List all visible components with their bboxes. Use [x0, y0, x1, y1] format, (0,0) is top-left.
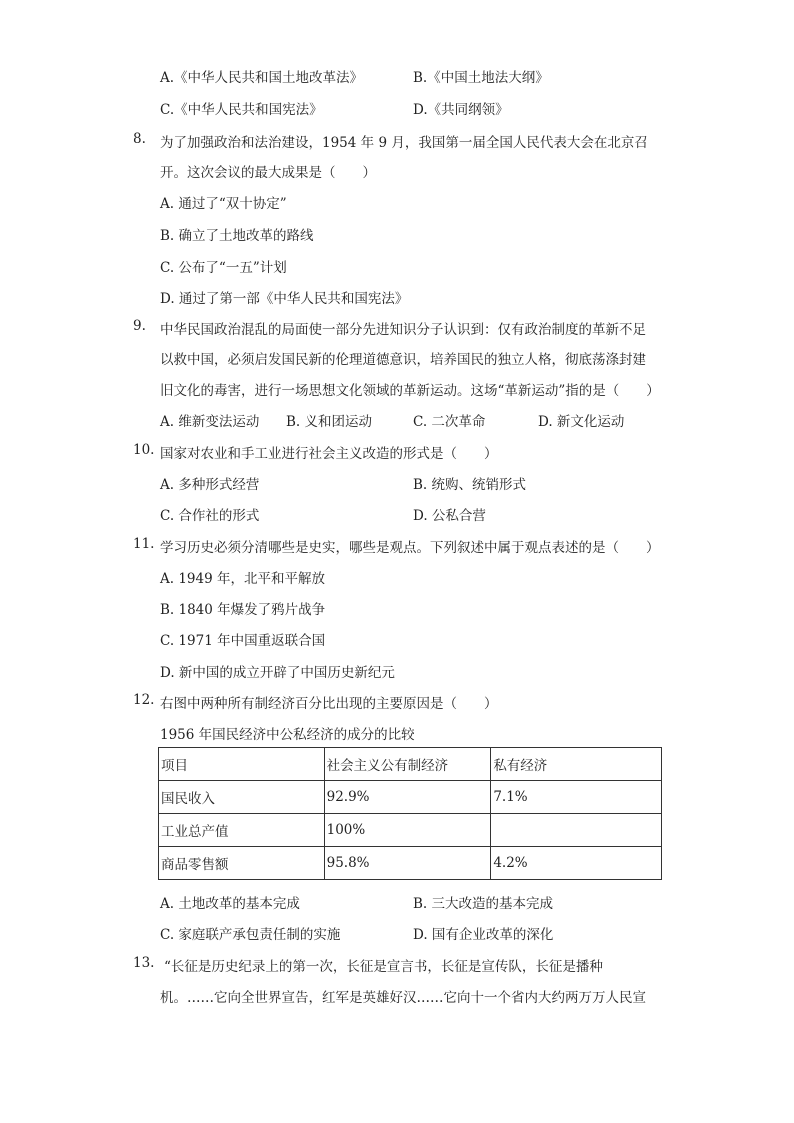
economy-comparison-table: [158, 747, 662, 880]
option-10-c[interactable]: C. 合作社的形式: [160, 508, 260, 524]
option-8-a[interactable]: A. 通过了“双十协定”: [160, 196, 287, 212]
option-7-d[interactable]: D.《共同纲领》: [413, 102, 509, 118]
question-11-number: 11.: [133, 536, 155, 552]
table-cell: 95.8%: [324, 847, 491, 880]
question-8-stem-line1: 为了加强政治和法治建设，1954 年 9 月，我国第一届全国人民代表大会在北京召: [160, 135, 648, 151]
option-7-a[interactable]: A.《中华人民共和国土地改革法》: [160, 70, 364, 86]
option-11-a[interactable]: A. 1949 年，北平和平解放: [160, 571, 325, 587]
option-7-b[interactable]: B.《中国土地法大纲》: [413, 70, 549, 86]
option-9-a[interactable]: A. 维新变法运动: [160, 414, 260, 430]
table-cell: [491, 814, 662, 847]
table-cell: 商品零售额: [159, 847, 325, 880]
question-9-stem-line3: 旧文化的毒害，进行一场思想文化领域的革新运动。这场“革新运动”指的是（ ）: [160, 383, 660, 399]
option-11-c[interactable]: C. 1971 年中国重返联合国: [160, 633, 326, 649]
option-9-d[interactable]: D. 新文化运动: [538, 414, 625, 430]
question-12-stem: 右图中两种所有制经济百分比出现的主要原因是（ ）: [160, 696, 498, 712]
option-8-d[interactable]: D. 通过了第一部《中华人民共和国宪法》: [160, 291, 409, 307]
question-10-stem: 国家对农业和手工业进行社会主义改造的形式是（ ）: [160, 446, 498, 462]
option-7-c[interactable]: C.《中华人民共和国宪法》: [160, 102, 323, 118]
table-header-row: [159, 748, 662, 781]
question-8-number: 8.: [133, 131, 146, 147]
table-header-cell: 项目: [159, 748, 325, 781]
table-cell: 7.1%: [491, 781, 662, 814]
question-10-number: 10.: [133, 442, 155, 458]
option-12-a[interactable]: A. 土地改革的基本完成: [160, 896, 300, 912]
question-13-number: 13.: [133, 955, 155, 971]
option-9-c[interactable]: C. 二次革命: [413, 414, 486, 430]
option-12-c[interactable]: C. 家庭联产承包责任制的实施: [160, 927, 341, 943]
option-8-b[interactable]: B. 确立了土地改革的路线: [160, 228, 314, 244]
question-11-stem: 学习历史必须分清哪些是史实，哪些是观点。下列叙述中属于观点表述的是（ ）: [160, 540, 660, 556]
question-9-stem-line1: 中华民国政治混乱的局面使一部分先进知识分子认识到：仅有政治制度的革新不足: [160, 322, 646, 338]
table-cell: 4.2%: [491, 847, 662, 880]
question-13-stem-line1: “长征是历史纪录上的第一次，长征是宣言书，长征是宣传队，长征是播种: [164, 959, 603, 975]
table-caption: 1956 年国民经济中公私经济的成分的比较: [160, 727, 415, 743]
question-9-number: 9.: [133, 318, 146, 334]
table-cell: 92.9%: [324, 781, 491, 814]
table-cell: 工业总产值: [159, 814, 325, 847]
option-11-b[interactable]: B. 1840 年爆发了鸦片战争: [160, 602, 326, 618]
table-cell: 100%: [324, 814, 491, 847]
option-12-b[interactable]: B. 三大改造的基本完成: [413, 896, 554, 912]
option-10-b[interactable]: B. 统购、统销形式: [413, 477, 527, 493]
option-10-a[interactable]: A. 多种形式经营: [160, 477, 260, 493]
question-8-stem-line2: 开。这次会议的最大成果是（ ）: [160, 165, 376, 181]
question-12-number: 12.: [133, 692, 155, 708]
table-header-cell: 私有经济: [491, 748, 662, 781]
question-13-stem-line2: 机。……它向全世界宣告，红军是英雄好汉……它向十一个省内大约两万万人民宣: [160, 990, 646, 1006]
option-9-b[interactable]: B. 义和团运动: [286, 414, 373, 430]
table-row: [159, 781, 662, 814]
table-row: [159, 814, 662, 847]
option-8-c[interactable]: C. 公布了“一五”计划: [160, 260, 287, 276]
option-11-d[interactable]: D. 新中国的成立开辟了中国历史新纪元: [160, 665, 395, 681]
table-header-cell: 社会主义公有制经济: [324, 748, 491, 781]
option-12-d[interactable]: D. 国有企业改革的深化: [413, 927, 554, 943]
table-row: [159, 847, 662, 880]
table-cell: 国民收入: [159, 781, 325, 814]
option-10-d[interactable]: D. 公私合营: [413, 508, 486, 524]
question-9-stem-line2: 以救中国，必须启发国民新的伦理道德意识，培养国民的独立人格，彻底荡涤封建: [160, 352, 646, 368]
